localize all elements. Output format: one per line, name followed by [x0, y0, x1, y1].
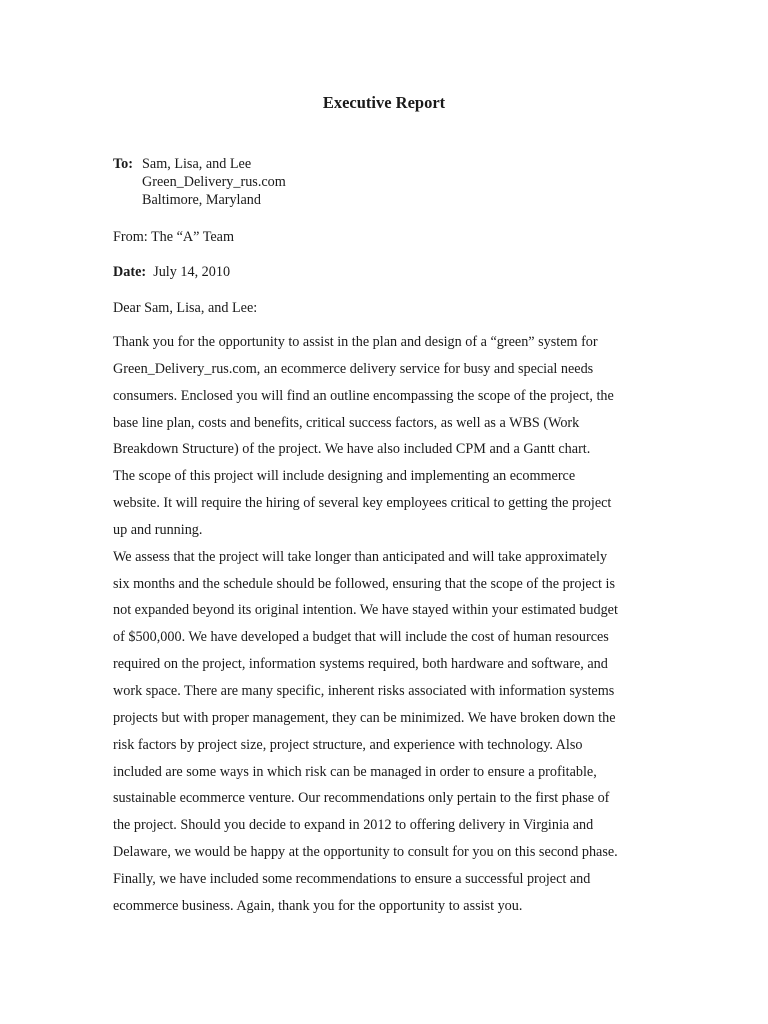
body-line: website. It will require the hiring of several key employees critical to getting the project [113, 495, 612, 512]
recipient-location: Baltimore, Maryland [142, 192, 261, 208]
body-line: ecommerce business. Again, thank you for the opportunity to assist you. [113, 897, 523, 914]
recipient-company: Green_Delivery_rus.com [142, 174, 286, 190]
body-line: Thank you for the opportunity to assist in the plan and design of a “green” system for [113, 334, 598, 350]
date-value: July 14, 2010 [153, 264, 231, 280]
date-label: Date: [113, 264, 147, 280]
letter-body [113, 329, 661, 920]
recipient-first-row [113, 155, 661, 173]
recipient-block [113, 155, 661, 209]
body-line: required on the project, information systems required, both hardware and software, and [113, 656, 608, 673]
body-line: consumers. Enclosed you will find an outline encompassing the scope of the project, the [113, 387, 614, 404]
body-line: We assess that the project will take longer than anticipated and will take approximately [113, 548, 608, 565]
body-line: Delaware, we would be happy at the opportunity to consult for you on this second phase. [113, 844, 618, 861]
document-title: Executive Report [322, 93, 446, 112]
to-label: To: [113, 156, 133, 172]
body-line: Breakdown Structure) of the project. We have also included CPM and a Gantt chart. [113, 441, 591, 458]
body-line: The scope of this project will include designing and implementing an ecommerce [113, 468, 576, 485]
body-line: the project. Should you decide to expand in 2012 to offering delivery in Virginia and [113, 817, 594, 834]
body-line: risk factors by project size, project structure, and experience with technology. Also [113, 736, 583, 753]
date-line [113, 262, 661, 282]
body-line: Green_Delivery_rus.com, an ecommerce delivery service for busy and special needs [113, 360, 594, 377]
body-line: of $500,000. We have developed a budget that will include the cost of human resources [113, 629, 609, 646]
body-line: sustainable ecommerce venture. Our recommendations only pertain to the first phase of [113, 790, 610, 807]
body-line: Finally, we have included some recommendations to ensure a successful project and [113, 870, 591, 887]
recipient-names: Sam, Lisa, and Lee [142, 156, 252, 172]
body-line: projects but with proper management, they can be minimized. We have broken down the [113, 709, 616, 726]
body-line: six months and the schedule should be followed, ensuring that the scope of the project is [113, 575, 615, 592]
body-line: base line plan, costs and benefits, critical success factors, as well as a WBS (Work [113, 414, 580, 431]
body-line: work space. There are many specific, inherent risks associated with information systems [113, 682, 615, 699]
body-line: included are some ways in which risk can be managed in order to ensure a profitable, [113, 763, 597, 780]
body-line: not expanded beyond its original intention. We have stayed within your estimated budget [113, 602, 618, 619]
body-line: up and running. [113, 521, 203, 538]
from-line: From: The “A” Team [113, 229, 235, 245]
salutation: Dear Sam, Lisa, and Lee: [113, 300, 258, 316]
